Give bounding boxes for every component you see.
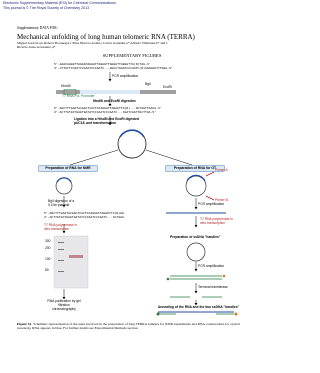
t7-transcription-label: T7 RNA polymerase in vitro transcription — [44, 223, 77, 231]
supplementary-label: Supplementary DATA FOR: — [17, 26, 58, 30]
gel-image — [54, 236, 88, 288]
arrow-to-nmr — [70, 150, 118, 165]
ot-pcr-arrowhead — [195, 207, 198, 210]
esi-header-line-1: Electronic Supplementary Material (ESI) for Chemical Communications — [3, 1, 116, 5]
ecori-site: EcoRI — [163, 85, 172, 89]
gel-marker-50: 50 — [45, 268, 49, 272]
rna-pol-transcription-label: T7 RNA polymerase in vitro transcription — [200, 217, 233, 225]
pcr-arrowhead-1 — [109, 79, 112, 82]
gel-ladder-band-2 — [58, 249, 64, 250]
ligation-label: Ligation into a HindIII and EcoRI digested pUC18, and transformation — [74, 117, 140, 125]
digestion-label: HindIII and EcoRI digestion — [93, 99, 136, 103]
prep-handles-label: Preparation of ssDNA "handles" — [170, 235, 221, 239]
sequence-mid-top: 5'-AGCTTTGAATACGACTCACTATAGGGTTAGGGTTA(N)...GCTAGTTAACG-3' — [54, 106, 162, 110]
primer-b-label: Primer B — [215, 198, 228, 202]
gel-marker-200: 200 — [45, 246, 51, 250]
ot-pcr-label: PCR amplification — [198, 202, 225, 206]
sequence-mid-bottom: 3'-ACTTATGCTGAGTGATATCCCAATCCCAATC...CGATCAATTGCTTAA-5' — [54, 110, 157, 114]
sequence-top-strand: 5'-GAACAAGGTTAGGGTAGGGTTAGGGTTAGGGTTAGGGTTA(N)TAG-3' — [54, 62, 151, 66]
nmr-sequence-top: 5'-AGCTTTGAATACGACTCACTATAGGGTTAGGGTTA(N)GG — [44, 211, 124, 215]
sequence-bottom-strand: 3'-CTTGTTCCAATCCCAATCCCAATC...GGCCTAAATCCCAATC(N)AAAGGGTTTGGG-5' — [54, 66, 173, 70]
prep-ot-header: Preparation of RNA for OT — [165, 165, 225, 172]
prep-nmr-header: Preparation of RNA for NMR — [38, 165, 98, 172]
pcr-amplification-label: PCR amplification — [112, 74, 139, 78]
biotin-tag — [167, 278, 170, 281]
author-list: Miguel Garavís,a,b Rebeca Bocanegra,c Elías Herrero-Galán,c Carlos González,a* Alfredo Villasante,b* and J. Ricardo Arias-Gonzalezc,d* — [17, 41, 169, 50]
gel-ladder-band-4 — [58, 271, 64, 272]
terminal-transferase-label: Terminal transferase — [198, 285, 228, 289]
paper-title: Mechanical unfolding of long human telomeric RNA (TERRA) — [17, 33, 195, 41]
gel-rna-band — [69, 255, 83, 258]
construct-dig — [235, 313, 238, 316]
esi-header-line-2: This journal is © The Royal Society of Chemistry 2013 — [3, 5, 90, 10]
primer-b-line — [206, 196, 214, 200]
gel-marker-300: 300 — [45, 239, 51, 243]
caption-label: Figure S1 — [17, 322, 32, 326]
annealing-label: Annealing of the RNA and the two ssDNA "handles" — [158, 305, 240, 309]
ot-transcription-arrowhead — [195, 225, 198, 228]
primer-a-label: Primer A — [215, 168, 228, 172]
transferase-arrowhead — [195, 291, 198, 294]
figures-heading: SUPPLEMENTARY FIGURES — [102, 53, 162, 58]
hindiii-site: HindIII — [61, 84, 71, 88]
rna-purification-label: RNA purification by gel filtration chromatography — [47, 299, 81, 311]
handles-pcr-label: PCR amplification — [198, 264, 225, 268]
t7-promoter-label: T7 RNA Pol. Promoter — [62, 94, 95, 98]
caption-text: . Schematic representation of the steps involved in the preparation of long TERRA samples for NMR experiments and RNA constructions for optical tweezers). RNA appears in blue. For further details see Experimental Methods section. — [17, 322, 240, 331]
gel-ladder-band-1 — [58, 242, 64, 243]
figure-caption — [17, 322, 253, 331]
digoxigenin-tag — [223, 275, 226, 278]
gel-ladder-band-3 — [58, 260, 64, 261]
bgli-digestion-label: BglI digestion of a 0.4 kb plasmid — [48, 199, 75, 207]
bgli-site: BglI — [145, 82, 151, 86]
nmr-sequence-bottom: 3'-ACTTATGCTGAGTGATATCCCAATCCCAATC...CCTAAA — [44, 215, 124, 219]
handles-plasmid — [187, 243, 205, 261]
gel-marker-100: 100 — [45, 257, 51, 261]
nmr-insert-arc — [57, 178, 71, 182]
handles-pcr-arrowhead — [195, 269, 198, 272]
construct-biotin — [157, 313, 160, 316]
arrow-to-ot — [146, 150, 192, 165]
plasmid-insert-arc — [120, 130, 144, 137]
primer-a-line — [206, 172, 214, 176]
